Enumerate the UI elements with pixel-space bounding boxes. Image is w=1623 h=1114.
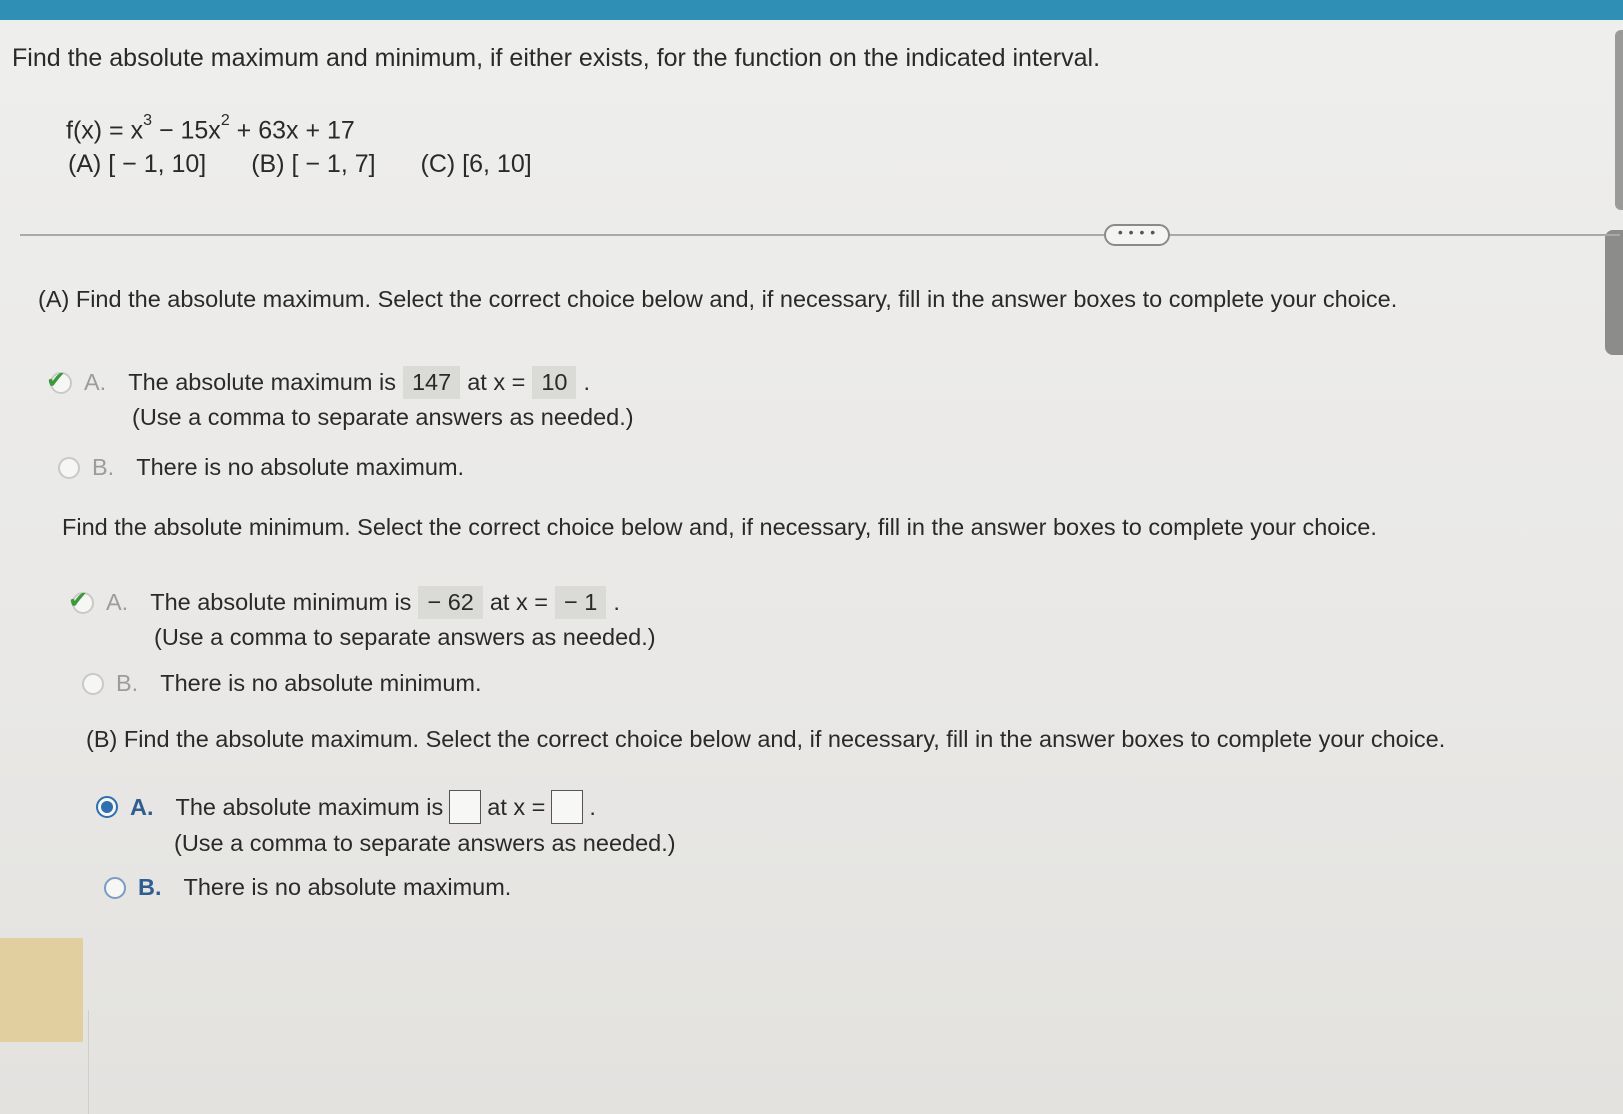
radio-button[interactable] (82, 673, 104, 695)
partB-choice-b[interactable]: B. There is no absolute maximum. (104, 874, 511, 901)
section-divider (20, 234, 1620, 236)
interval-c: (C) [6, 10] (420, 150, 532, 178)
interval-list (68, 150, 570, 179)
left-rule (88, 1010, 89, 1114)
interval-a: (A) [ − 1, 10] (68, 150, 207, 178)
partA-min-choice-a[interactable]: ✔ A. The absolute minimum is − 62 at x = − 1 . (72, 586, 620, 619)
checkmark-icon: ✔ (46, 366, 67, 394)
partA-max-prompt: (A) Find the absolute maximum. Select the correct choice below and, if necessary, fill in the answer boxes to complete your choice. (38, 286, 1398, 312)
partA-min-note: (Use a comma to separate answers as needed.) (154, 624, 656, 650)
partA-max-note: (Use a comma to separate answers as needed.) (132, 404, 634, 430)
radio-button[interactable] (104, 877, 126, 899)
partB-max-prompt: (B) Find the absolute maximum. Select the correct choice below and, if necessary, fill in the answer boxes to complete your choice. (86, 726, 1446, 752)
radio-button-selected[interactable] (96, 796, 118, 818)
max-x-box[interactable]: 10 (532, 366, 576, 399)
partA-min-choice-b[interactable]: B. There is no absolute minimum. (82, 670, 482, 697)
partA-min-prompt: Find the absolute minimum. Select the correct choice below and, if necessary, fill in the answer boxes to complete your choice. (62, 514, 1377, 540)
side-highlight (0, 938, 83, 1042)
min-value-box[interactable]: − 62 (418, 586, 482, 619)
partA-max-choice-a[interactable]: ✔ A. The absolute maximum is 147 at x = 10 . (50, 366, 590, 399)
radio-button[interactable] (46, 366, 72, 394)
partB-choice-a[interactable]: A. The absolute maximum is at x = . (96, 790, 596, 824)
scrollbar-thumb[interactable] (1605, 230, 1623, 355)
max-value-input[interactable] (449, 790, 481, 824)
min-x-box[interactable]: − 1 (555, 586, 606, 619)
question-panel (0, 20, 1623, 1114)
scrollbar-upper[interactable] (1615, 30, 1623, 210)
partB-note: (Use a comma to separate answers as needed.) (174, 830, 676, 856)
radio-button[interactable] (68, 586, 94, 614)
function-expression: $f(x) = x^3 - 15x^2 + 63x + 17$ (66, 112, 355, 145)
max-x-input[interactable] (551, 790, 583, 824)
top-bar (0, 0, 1623, 20)
interval-b: (B) [ − 1, 7] (251, 150, 376, 178)
radio-button[interactable] (58, 457, 80, 479)
max-value-box[interactable]: 147 (403, 366, 460, 399)
more-button[interactable]: • • • • (1104, 224, 1170, 246)
checkmark-icon: ✔ (68, 586, 89, 614)
question-text: Find the absolute maximum and minimum, if either exists, for the function on the indicated interval. (12, 44, 1101, 72)
partA-max-choice-b[interactable]: B. There is no absolute maximum. (58, 454, 464, 481)
